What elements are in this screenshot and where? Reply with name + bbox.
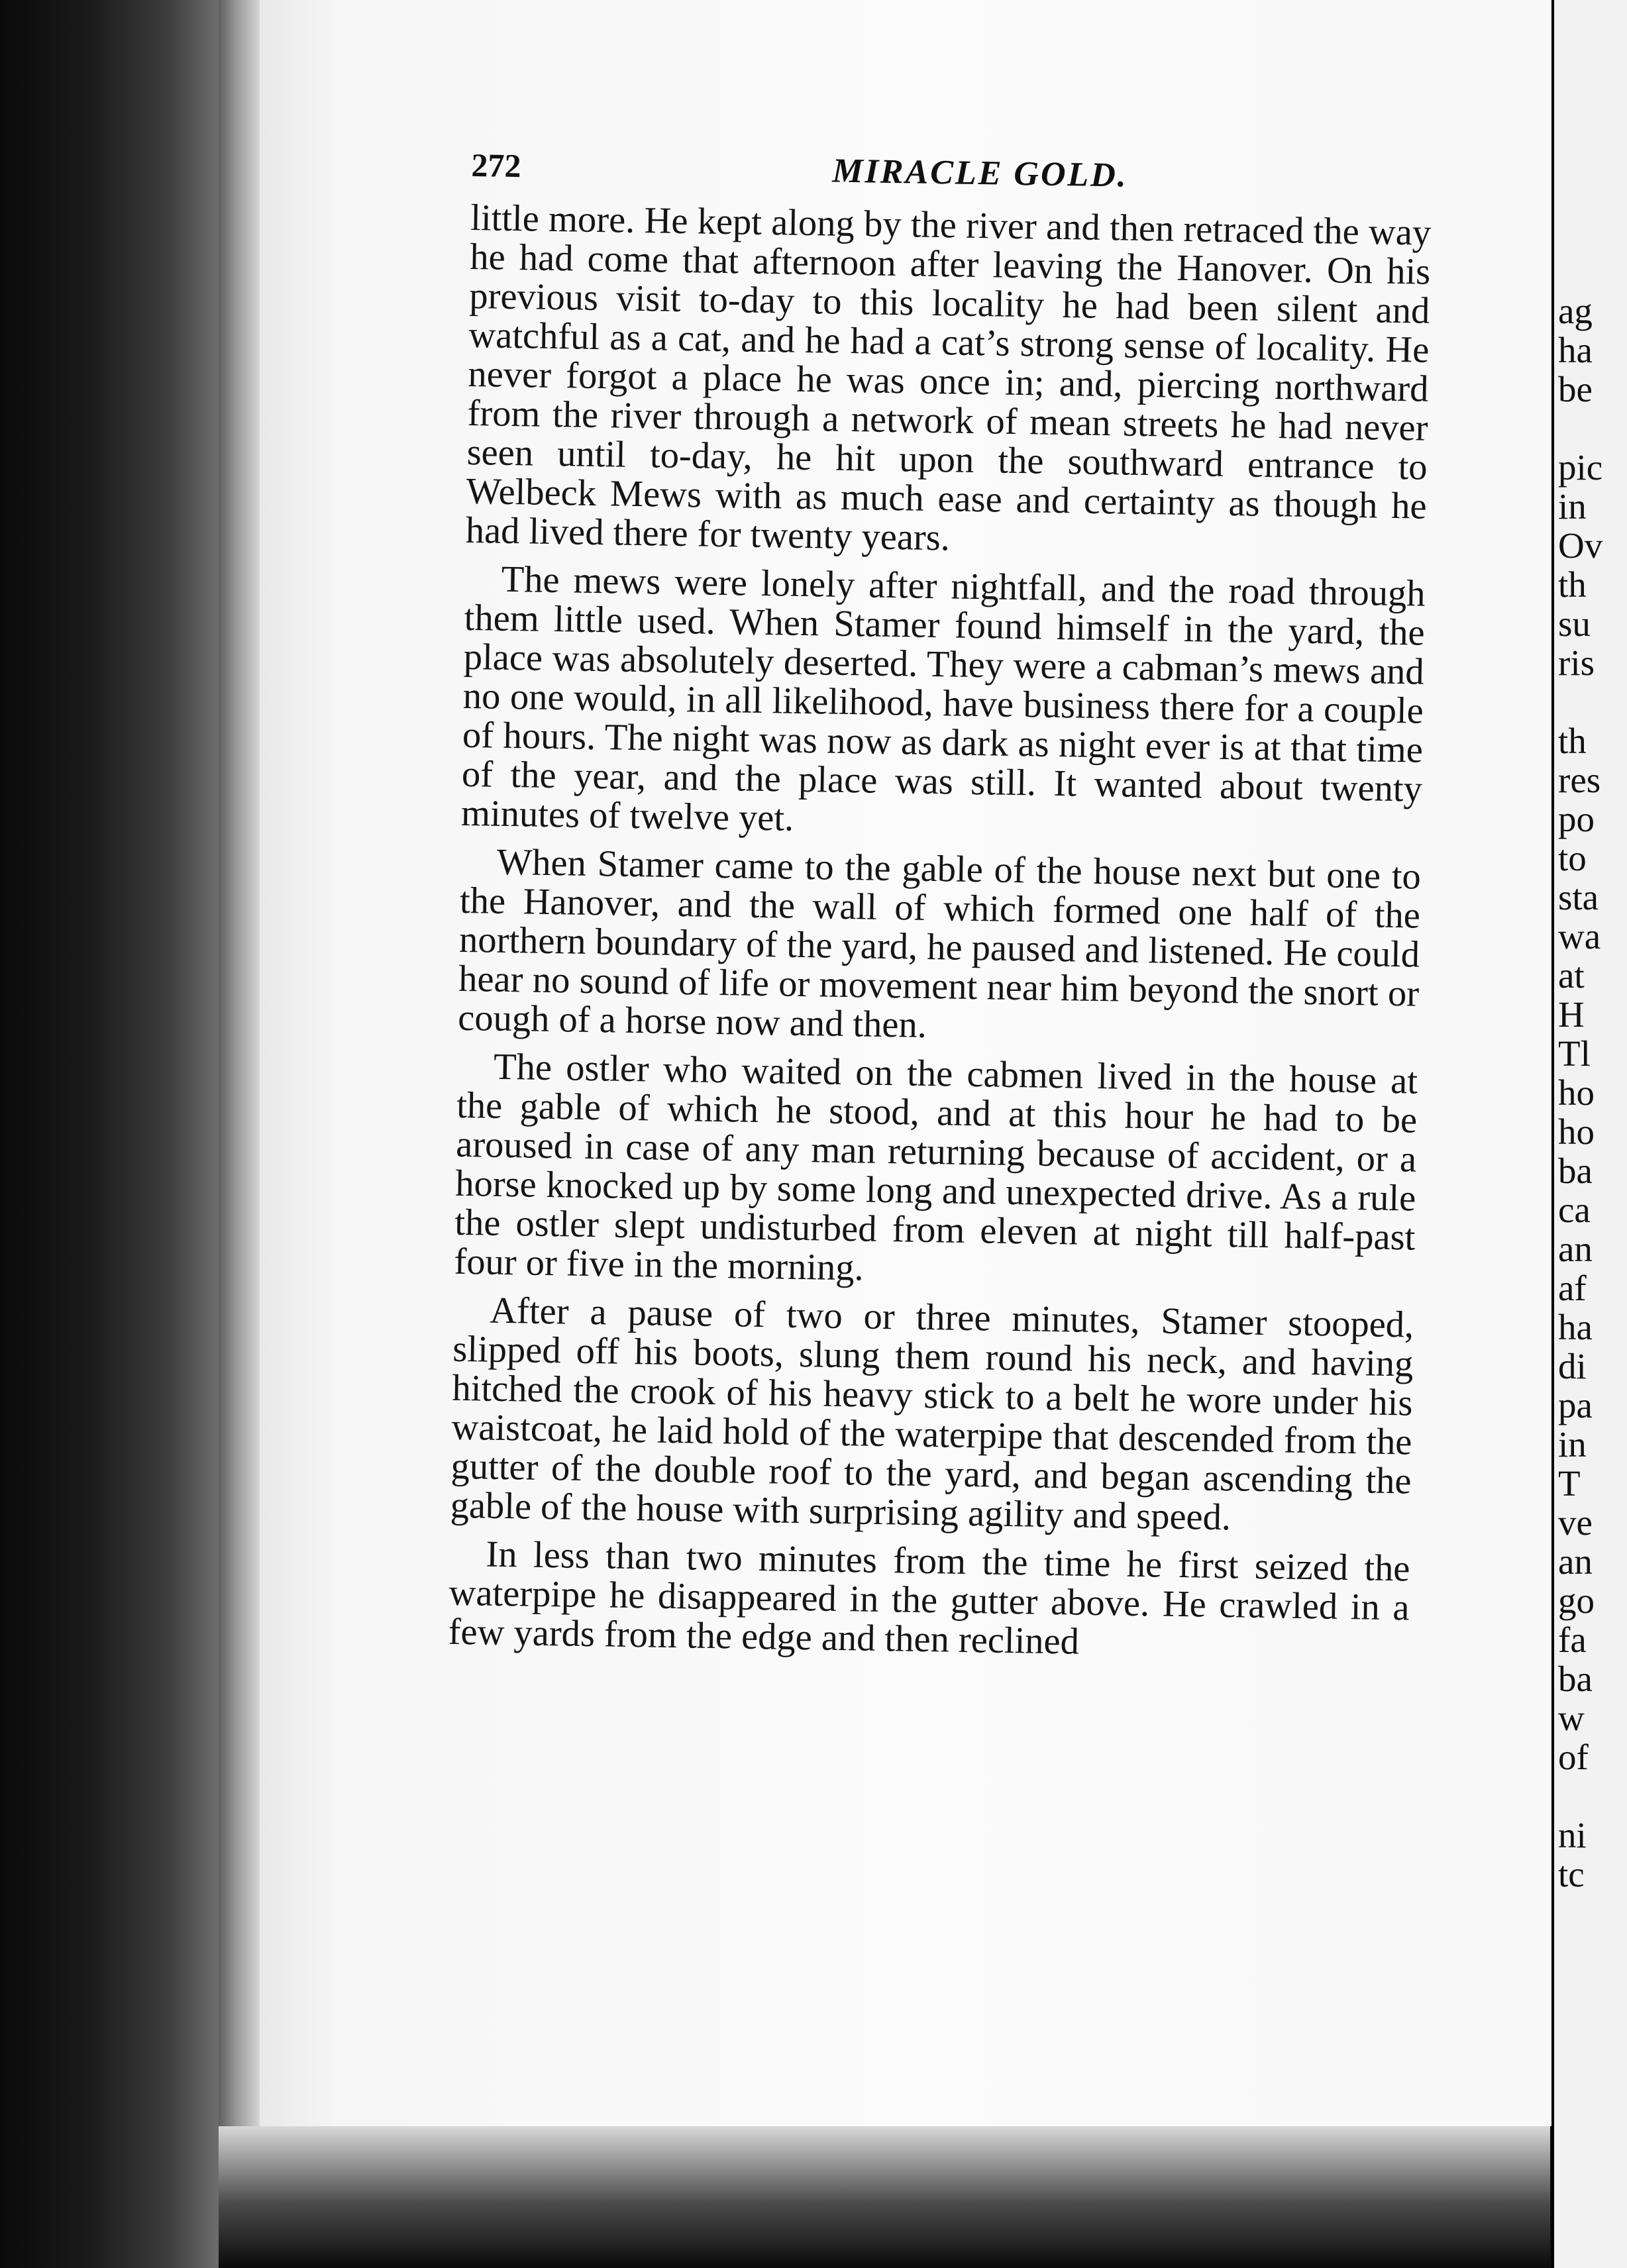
adjacent-page-line — [1558, 409, 1602, 448]
paragraph: After a pause of two or three minutes, Stamer stooped, slipped off his boots, slung them round his neck, and having hitched the crook of his heavy stick to a belt he wore under his waistcoat, he laid hold of the waterpipe that descended from the gutter of the double roof to the yard, and began ascending the gable of the house with surprising agility and speed. — [450, 1290, 1414, 1539]
adjacent-page-line: pic — [1558, 447, 1603, 488]
adjacent-page-line: an — [1558, 1229, 1593, 1269]
adjacent-page-line: Tl — [1558, 1033, 1591, 1074]
adjacent-page-line: ris — [1558, 643, 1595, 683]
adjacent-page-line: to — [1558, 838, 1587, 878]
adjacent-page-line: af — [1558, 1268, 1587, 1308]
adjacent-page-line: ca — [1558, 1190, 1591, 1230]
adjacent-page-line: ba — [1558, 1659, 1593, 1699]
adjacent-page-line — [1558, 1777, 1602, 1816]
paragraph: The ostler who waited on the cabmen lived in the house at the gable of which he stood, and at this hour he had to be aroused in case of any man returning because of accident, or a horse knocked up by some long and unexpected drive. As a rule the ostler slept undisturbed from eleven at night till half-past four or five in the morning. — [454, 1046, 1418, 1289]
adjacent-page-line: sta — [1558, 877, 1599, 917]
adjacent-page-line: ag — [1558, 291, 1593, 331]
adjacent-page-line: tc — [1558, 1854, 1585, 1894]
adjacent-page-text — [1558, 291, 1602, 1894]
adjacent-page-line: ho — [1558, 1072, 1595, 1113]
adjacent-page-line: fa — [1558, 1620, 1587, 1660]
adjacent-page-line: res — [1558, 760, 1601, 800]
adjacent-page-line: H — [1558, 994, 1585, 1035]
adjacent-page-line: ni — [1558, 1815, 1587, 1855]
adjacent-page-line: ve — [1558, 1502, 1593, 1543]
adjacent-page-line: ba — [1558, 1151, 1593, 1191]
page-content — [448, 146, 1432, 1667]
paragraph: When Stamer came to the gable of the house next but one to the Hanover, and the wall of which formed one half of the northern boundary of the yard, he paused and listened. He could hear no sound of life or movement near him beyond the snort or cough of a horse now and then. — [457, 841, 1422, 1046]
adjacent-page-line: su — [1558, 603, 1591, 644]
adjacent-page-line: ha — [1558, 1307, 1593, 1347]
adjacent-page-line: ho — [1558, 1111, 1595, 1152]
adjacent-page-line: go — [1558, 1580, 1595, 1621]
book-gutter — [219, 0, 260, 2268]
adjacent-page-line: at — [1558, 955, 1585, 996]
adjacent-page-line: th — [1558, 721, 1587, 761]
paragraph: little more. He kept along by the river and then retraced the way he had come that afternoon after leaving the Hanover. On his previous visit to-day to this locality he had been silent and watchful as a cat, and he had a cat’s strong sense of locality. He never forgot a place he was once in; and, piercing northward from the river through a network of mean streets he had never seen until to-day, he hit upon the southward entrance to Welbeck Mews with as much ease and certainty as though he had lived there for twenty years. — [465, 197, 1432, 559]
adjacent-page-line — [1558, 682, 1602, 721]
page-number: 272 — [471, 146, 521, 185]
adjacent-page-line: Ov — [1558, 525, 1603, 566]
adjacent-page-line: po — [1558, 799, 1595, 839]
adjacent-page-line: wa — [1558, 916, 1601, 956]
adjacent-page-line: th — [1558, 564, 1587, 605]
scanner-edge-shadow — [0, 0, 219, 2268]
paragraph: The mews were lonely after nightfall, and the road through them little used. When Stamer found himself in the yard, the place was absolutely deserted. They were a cabman’s mews and no one would, in all likelihood, have business there for a couple of hours. The night was now as dark as night ever is at that time of the year, and the place was still. It wanted about twenty minutes of twelve yet. — [460, 558, 1426, 839]
adjacent-page-line: in — [1558, 1424, 1587, 1465]
body-text — [448, 199, 1431, 1667]
adjacent-page-line: di — [1558, 1346, 1587, 1386]
adjacent-page-line: of — [1558, 1737, 1589, 1777]
adjacent-page-line: be — [1558, 369, 1593, 409]
adjacent-page-line: in — [1558, 486, 1587, 527]
adjacent-page-line: T — [1558, 1463, 1581, 1504]
adjacent-page-line: w — [1558, 1698, 1585, 1738]
adjacent-page-line: ha — [1558, 330, 1593, 370]
adjacent-page-line: an — [1558, 1541, 1593, 1582]
page-bottom-shadow — [219, 2126, 1550, 2268]
adjacent-page-line: pa — [1558, 1385, 1593, 1425]
running-head: MIRACLE GOLD. — [832, 152, 1129, 195]
paragraph: In less than two minutes from the time he first seized the waterpipe he disappeared in the gutter above. He crawled in a few yards from the edge and then reclined — [448, 1533, 1410, 1663]
